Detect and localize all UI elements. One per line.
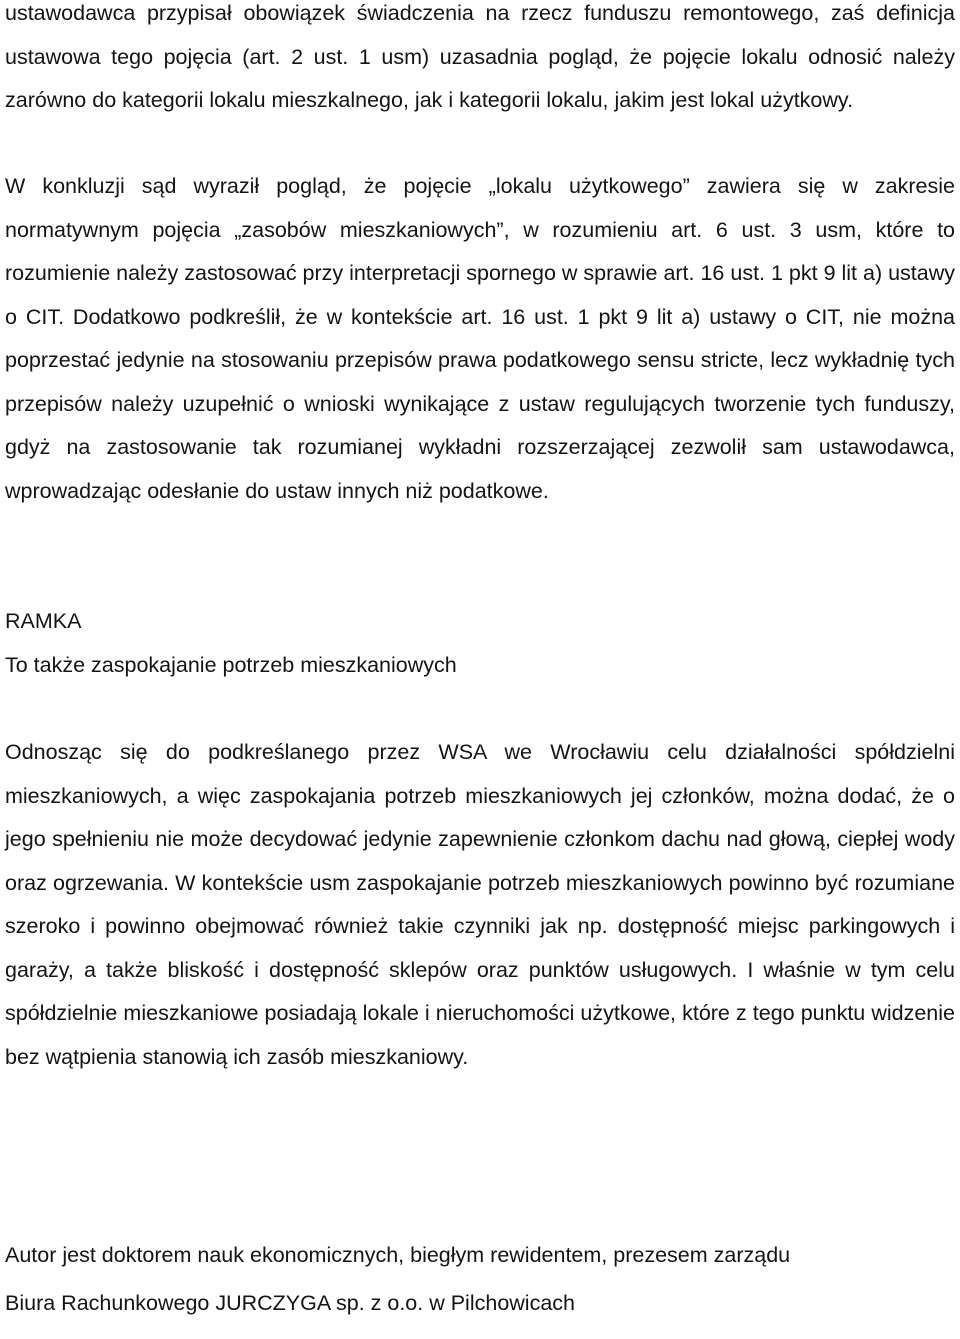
author-note xyxy=(5,1219,790,1339)
box-label: RAMKA xyxy=(5,609,82,633)
author-line-2: Biura Rachunkowego JURCZYGA sp. z o.o. w Pilchowicach xyxy=(5,1291,575,1315)
paragraph-2: W konkluzji sąd wyraził pogląd, że pojęcie „lokalu użytkowego” zawiera się w zakresie normatywnym pojęcia „zasobów mieszkaniowych”, w rozumieniu art. 6 ust. 3 usm, które to rozumienie należy zastosować przy interpretacji spornego w sprawie art. 16 ust. 1 pkt 9 lit a) ustawy o CIT. Dodatkowo podkreślił, że w kontekście art. 16 ust. 1 pkt 9 lit a) ustawy o CIT, nie można poprzestać jedynie na stosowaniu przepisów prawa podatkowego sensu stricte, lecz wykładnię tych przepisów należy uzupełnić o wnioski wynikające z ustaw regulujących tworzenie tych funduszy, gdyż na zastosowanie tak rozumianej wykładni rozszerzającej zezwolił sam ustawodawca, wprowadzając odesłanie do ustaw innych niż podatkowe. xyxy=(5,174,956,503)
paragraph-1: ustawodawca przypisał obowiązek świadczenia na rzecz funduszu remontowego, zaś definicja ustawowa tego pojęcia (art. 2 ust. 1 usm) uzasadnia pogląd, że pojęcie lokalu odnosić należy zarówno do kategorii lokalu mieszkalnego, jak i kategorii lokalu, jakim jest lokal użytkowy. xyxy=(5,1,955,112)
paragraph-3: Odnosząc się do podkreślanego przez WSA we Wrocławiu celu działalności spółdzielni mieszkaniowych, a więc zaspokajania potrzeb mieszkaniowych jej członków, można dodać, że o jego spełnieniu nie może decydować jedynie zapewnienie członkom dachu nad głową, ciepłej wody oraz ogrzewania. W kontekście usm zaspokajanie potrzeb mieszkaniowych powinno być rozumiane szeroko i powinno obejmować również takie czynniki jak np. dostępność miejsc parkingowych i garaży, a także bliskość i dostępność sklepów oraz punktów usługowych. I właśnie w tym celu spółdzielnie mieszkaniowe posiadają lokale i nieruchomości użytkowe, które z tego punktu widzenie bez wątpienia stanowią ich zasób mieszkaniowy. xyxy=(5,740,955,1069)
author-line-1: Autor jest doktorem nauk ekonomicznych, biegłym rewidentem, prezesem zarządu xyxy=(5,1243,791,1267)
box-title: To także zaspokajanie potrzeb mieszkaniowych xyxy=(5,653,457,677)
